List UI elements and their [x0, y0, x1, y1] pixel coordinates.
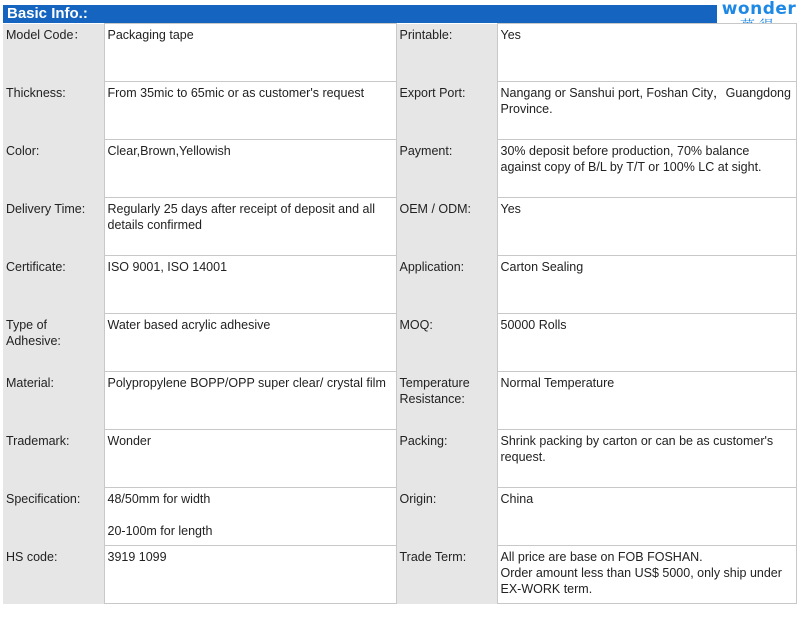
field-value: ISO 9001, ISO 14001: [104, 256, 396, 314]
field-value: All price are base on FOB FOSHAN. Order amount less than US$ 5000, only ship under EX-WORK term.: [497, 546, 796, 604]
table-row: [3, 140, 796, 198]
field-value: Clear,Brown,Yellowish: [104, 140, 396, 198]
field-label: Thickness:: [3, 82, 104, 140]
field-value: Shrink packing by carton or can be as customer's request.: [497, 430, 796, 488]
field-value: Carton Sealing: [497, 256, 796, 314]
field-value: 50000 Rolls: [497, 314, 796, 372]
field-label: Trademark:: [3, 430, 104, 488]
section-header-bar: [3, 5, 717, 23]
field-label: Delivery Time:: [3, 198, 104, 256]
field-value: Normal Temperature: [497, 372, 796, 430]
field-value: Regularly 25 days after receipt of deposit and all details confirmed: [104, 198, 396, 256]
field-label: Trade Term:: [396, 546, 497, 604]
field-value: Water based acrylic adhesive: [104, 314, 396, 372]
field-value: Packaging tape: [104, 24, 396, 82]
table-row: [3, 430, 796, 488]
field-label: Temperature Resistance:: [396, 372, 497, 430]
field-label: HS code:: [3, 546, 104, 604]
table-row: [3, 314, 796, 372]
table-row: [3, 546, 796, 604]
field-label: MOQ:: [396, 314, 497, 372]
field-label: Payment:: [396, 140, 497, 198]
field-label: Application:: [396, 256, 497, 314]
field-label: Certificate:: [3, 256, 104, 314]
field-label: Type of Adhesive:: [3, 314, 104, 372]
table-row: [3, 488, 796, 546]
logo-text-en: wonder: [721, 0, 797, 19]
field-label: Export Port:: [396, 82, 497, 140]
field-label: Material:: [3, 372, 104, 430]
field-value: 48/50mm for width 20-100m for length: [104, 488, 396, 546]
field-label: Packing:: [396, 430, 497, 488]
field-value: From 35mic to 65mic or as customer's request: [104, 82, 396, 140]
table-row: [3, 256, 796, 314]
table-row: [3, 198, 796, 256]
field-value: China: [497, 488, 796, 546]
field-value: Wonder: [104, 430, 396, 488]
field-value: Yes: [497, 198, 796, 256]
field-label: OEM / ODM:: [396, 198, 497, 256]
table-row: [3, 372, 796, 430]
field-label: Model Code：: [3, 24, 104, 82]
section-title: Basic Info.:: [7, 5, 88, 22]
field-value: Yes: [497, 24, 796, 82]
field-value: Polypropylene BOPP/OPP super clear/ crystal film: [104, 372, 396, 430]
table-row: [3, 82, 796, 140]
basic-info-table: [3, 23, 797, 604]
table-row: [3, 24, 796, 82]
field-value: Nangang or Sanshui port, Foshan City，Guangdong Province.: [497, 82, 796, 140]
field-label: Origin:: [396, 488, 497, 546]
field-label: Specification:: [3, 488, 104, 546]
field-label: Color:: [3, 140, 104, 198]
field-label: Printable:: [396, 24, 497, 82]
field-value: 30% deposit before production, 70% balance against copy of B/L by T/T or 100% LC at sight.: [497, 140, 796, 198]
field-value: 3919 1099: [104, 546, 396, 604]
